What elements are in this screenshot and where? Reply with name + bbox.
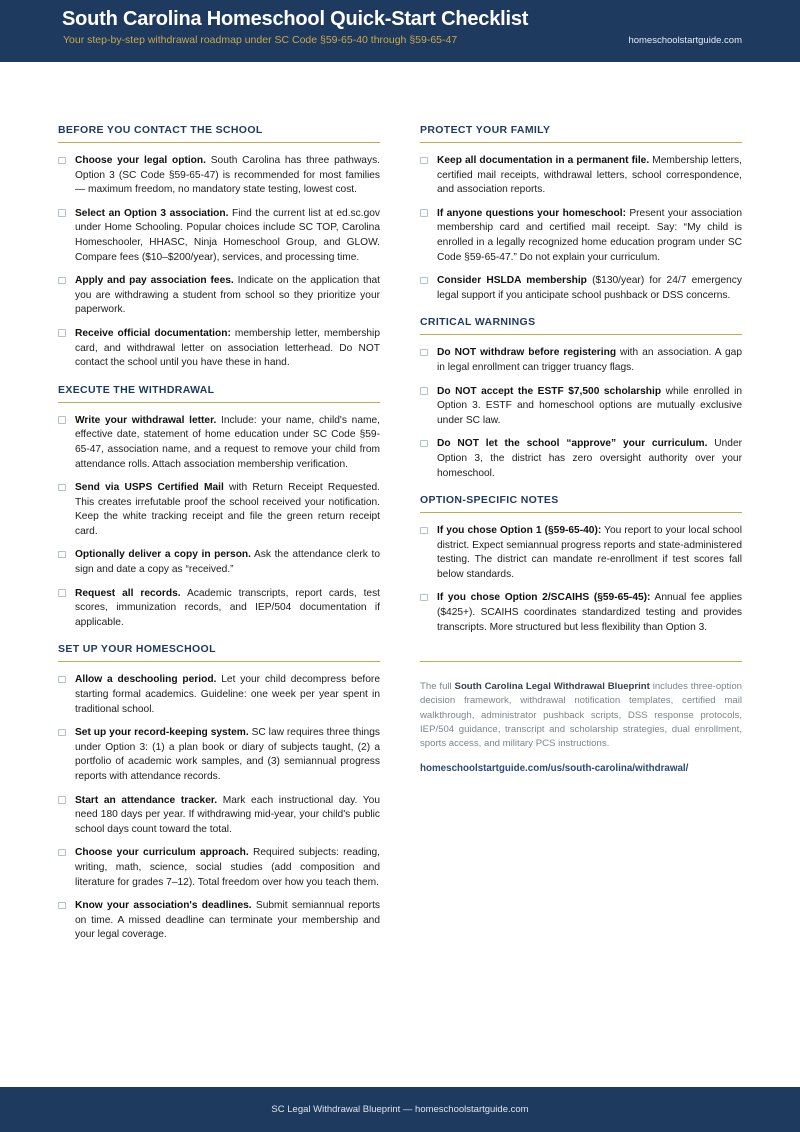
checklist-item-lead: Start an attendance tracker.	[75, 794, 218, 806]
checkbox-icon[interactable]	[58, 589, 66, 597]
checkbox-icon[interactable]	[420, 594, 428, 602]
checkbox-icon[interactable]	[58, 676, 66, 684]
checklist-item[interactable]	[420, 346, 742, 375]
checklist-item[interactable]	[420, 154, 742, 198]
checklist-items	[58, 673, 380, 943]
checklist-item-lead: Keep all documentation in a permanent file.	[437, 155, 650, 166]
checklist-item-body: membership letter, membership card, and withdrawal letter on association letterhead. Do NOT contact the school until you have these in hand.	[75, 327, 380, 369]
checklist-item-lead: Allow a deschooling period.	[75, 674, 217, 686]
left-column	[58, 124, 380, 945]
checklist-item-lead: Optionally deliver a copy in person.	[75, 549, 251, 561]
checklist-item-body: SC law requires three things under Option 3: (1) a plan book or diary of subjects taught, (2) a portfolio of academic work samples, and (3) semiannual progress reports with attendance records.	[75, 727, 380, 782]
checklist-item[interactable]	[58, 207, 380, 265]
checklist-item-body: Submit semiannual reports on time. A missed deadline can terminate your membership and your legal coverage.	[75, 900, 380, 941]
checklist-item-body: Indicate on the application that you are withdrawing a student from school so they prioritize your paperwork.	[75, 275, 381, 316]
promo-block	[420, 661, 742, 774]
checklist-item-body: with an association. A gap in legal enrollment can trigger truancy flags.	[437, 347, 742, 373]
checklist-item-body: Membership letters, certified mail receipts, withdrawal letters, school correspondence, and association reports.	[437, 155, 742, 196]
checkbox-icon[interactable]	[420, 209, 428, 217]
checkbox-icon[interactable]	[58, 157, 66, 165]
promo-suffix: includes three-option decision framework, withdrawal notification templates, certified mail walkthrough, administrator pushback scripts, DSS response protocols, IEP/504 guidance, transcript and scholarship strategies, dual enrollment, sports access, and military PCS instructions.	[420, 681, 742, 750]
page-subtitle: Your step-by-step withdrawal roadmap under SC Code §59-65-40 through §59-65-47	[63, 34, 458, 46]
checkbox-icon[interactable]	[58, 277, 66, 285]
promo-prefix: The full	[420, 681, 455, 693]
page-header	[0, 0, 800, 62]
checklist-item[interactable]	[58, 726, 380, 784]
checkbox-icon[interactable]	[58, 329, 66, 337]
checklist-section	[58, 643, 380, 943]
section-divider	[58, 402, 380, 403]
checklist-items	[420, 154, 742, 303]
checkbox-icon[interactable]	[58, 416, 66, 424]
checklist-item-lead: Do NOT withdraw before registering	[437, 347, 617, 359]
checklist-item-lead: Select an Option 3 association.	[75, 207, 229, 219]
checklist-item-body: with Return Receipt Requested. This creates irrefutable proof the school received your notification. Keep the white tracking receipt and file the green return receipt card.	[75, 482, 380, 537]
checkbox-icon[interactable]	[58, 902, 66, 910]
page-title: South Carolina Homeschool Quick-Start Checklist	[62, 8, 529, 30]
checkbox-icon[interactable]	[58, 729, 66, 737]
checklist-item[interactable]	[58, 481, 380, 539]
page-footer	[0, 1087, 800, 1132]
checklist-item-body: Academic transcripts, report cards, test scores, immunization records, and IEP/504 documentation if applicable.	[75, 587, 380, 628]
checklist-item-body: South Carolina has three pathways. Option 3 (SC Code §59-65-47) is recommended for most families — maximum freedom, no mandatory state testing, lowest cost.	[75, 155, 380, 196]
checklist-item[interactable]	[420, 274, 742, 303]
checklist-item-body: Required subjects: reading, writing, math, science, social studies (add composition and literature for grades 7–12). Total freedom over how you teach them.	[75, 847, 380, 888]
checklist-section	[420, 494, 742, 635]
footer-text: SC Legal Withdrawal Blueprint — homeschoolstartguide.com	[271, 1104, 529, 1115]
checklist-items	[420, 346, 742, 481]
section-heading: PROTECT YOUR FAMILY	[420, 124, 551, 136]
checklist-item-body: while enrolled in Option 3. ESTF and homeschool options are mutually exclusive under SC law.	[437, 385, 742, 426]
checklist-items	[420, 524, 742, 635]
page-body	[0, 62, 800, 1074]
checkbox-icon[interactable]	[58, 796, 66, 804]
checklist-item-lead: If anyone questions your homeschool:	[437, 207, 626, 219]
checkbox-icon[interactable]	[420, 527, 428, 535]
checklist-item[interactable]	[58, 548, 380, 577]
checklist-item[interactable]	[58, 794, 380, 838]
checkbox-icon[interactable]	[58, 849, 66, 857]
checklist-item[interactable]	[58, 846, 380, 890]
checklist-item[interactable]	[58, 587, 380, 631]
checklist-item-body: Include: your name, child's name, effective date, statement of home education under SC Code §59-65-47, association name, and a request to remove your child from attendance rolls. Attach association membership verification.	[75, 414, 380, 470]
section-divider	[58, 661, 380, 662]
checklist-item-lead: Receive official documentation:	[75, 327, 231, 339]
checklist-item[interactable]	[420, 207, 742, 265]
section-divider	[420, 334, 742, 335]
checklist-item-body: ($130/year) for 24/7 emergency legal support if you anticipate school pushback or DSS concerns.	[437, 275, 742, 301]
checklist-items	[58, 414, 380, 631]
checklist-item-lead: Choose your curriculum approach.	[75, 847, 249, 859]
checkbox-icon[interactable]	[420, 387, 428, 395]
checkbox-icon[interactable]	[420, 277, 428, 285]
checklist-item[interactable]	[58, 414, 380, 472]
checklist-item[interactable]	[58, 327, 380, 371]
checkbox-icon[interactable]	[58, 484, 66, 492]
checklist-item-body: Find the current list at ed.sc.gov under Home Schooling. Popular choices include SC TOP, Carolina Homeschooler, HHASC, Ninja Homeschool Group, and GLOW. Compare fees ($10–$200/year), services, and processing time.	[75, 207, 380, 263]
section-heading: EXECUTE THE WITHDRAWAL	[58, 383, 215, 396]
checklist-item-body: Annual fee applies ($425+). SCAIHS coordinates standardized testing and provides transcripts. More structured but less flexibility than Option 3.	[437, 592, 742, 633]
checklist-item-lead: Know your association's deadlines.	[75, 900, 252, 912]
checklist-item-lead: Consider HSLDA membership	[437, 275, 587, 287]
checklist-item-lead: Send via USPS Certified Mail	[75, 482, 224, 494]
checklist-item-lead: If you chose Option 1 (§59-65-40):	[437, 525, 602, 537]
checklist-section	[58, 384, 380, 631]
header-website-label: homeschoolstartguide.com	[628, 35, 742, 46]
section-heading: OPTION-SPECIFIC NOTES	[420, 494, 559, 507]
section-divider	[420, 512, 742, 513]
checklist-item[interactable]	[420, 591, 742, 635]
checklist-item-body: You report to your local school district. Expect semiannual progress reports and state-administered testing. The district can mandate re-enrollment if test scores fall below standards.	[437, 525, 742, 580]
checklist-item[interactable]	[420, 385, 742, 429]
checkbox-icon[interactable]	[58, 551, 66, 559]
section-heading: CRITICAL WARNINGS	[420, 316, 536, 329]
checkbox-icon[interactable]	[58, 209, 66, 217]
checklist-section	[58, 124, 380, 371]
checklist-section	[420, 124, 742, 303]
section-divider	[420, 142, 742, 143]
checklist-items	[58, 154, 380, 371]
section-divider	[58, 142, 380, 143]
checklist-item-lead: Set up your record-keeping system.	[75, 727, 249, 739]
checklist-item-lead: Choose your legal option.	[75, 155, 206, 166]
right-column	[420, 124, 742, 774]
checkbox-icon[interactable]	[420, 157, 428, 165]
checklist-item-body: Present your association membership card and certified mail receipt. Say: “My child is enrolled in a legally recognized home education program under SC Code §59-65-47.” Do not explain your curriculum.	[437, 207, 743, 263]
checklist-item-body: Ask the attendance clerk to sign and date a copy as “received.”	[75, 549, 380, 576]
checklist-item-body: Under Option 3, the district has zero oversight authority over your homeschool.	[437, 438, 743, 479]
checklist-section	[420, 316, 742, 481]
checklist-item[interactable]	[420, 437, 742, 481]
checklist-item-lead: Do NOT let the school “approve” your curriculum.	[437, 438, 708, 450]
checklist-item[interactable]	[420, 524, 742, 582]
promo-product-name: South Carolina Legal Withdrawal Blueprint	[454, 681, 650, 693]
promo-description	[420, 680, 742, 751]
section-heading: SET UP YOUR HOMESCHOOL	[58, 643, 216, 656]
promo-divider	[420, 661, 742, 662]
checklist-item-body: Mark each instructional day. You need 180 days per year. If withdrawing mid-year, your child's public school days count toward the total.	[75, 794, 380, 835]
checklist-item[interactable]	[58, 899, 380, 943]
checklist-item[interactable]	[58, 274, 380, 318]
checklist-item-body: Let your child decompress before starting formal academics. Guideline: one week per year spent in traditional school.	[75, 674, 380, 715]
checklist-item-lead: Do NOT accept the ESTF $7,500 scholarship	[437, 385, 662, 397]
checklist-item-lead: Apply and pay association fees.	[75, 275, 234, 287]
checklist-item[interactable]	[58, 673, 380, 717]
section-heading: BEFORE YOU CONTACT THE SCHOOL	[58, 124, 263, 136]
checkbox-icon[interactable]	[420, 440, 428, 448]
checkbox-icon[interactable]	[420, 349, 428, 357]
promo-link[interactable]: homeschoolstartguide.com/us/south-carolina/withdrawal/	[420, 763, 689, 775]
checklist-item-lead: Request all records.	[75, 587, 181, 599]
checklist-item-lead: Write your withdrawal letter.	[75, 414, 217, 426]
checklist-item[interactable]	[58, 154, 380, 198]
checklist-item-lead: If you chose Option 2/SCAIHS (§59-65-45):	[437, 592, 651, 604]
